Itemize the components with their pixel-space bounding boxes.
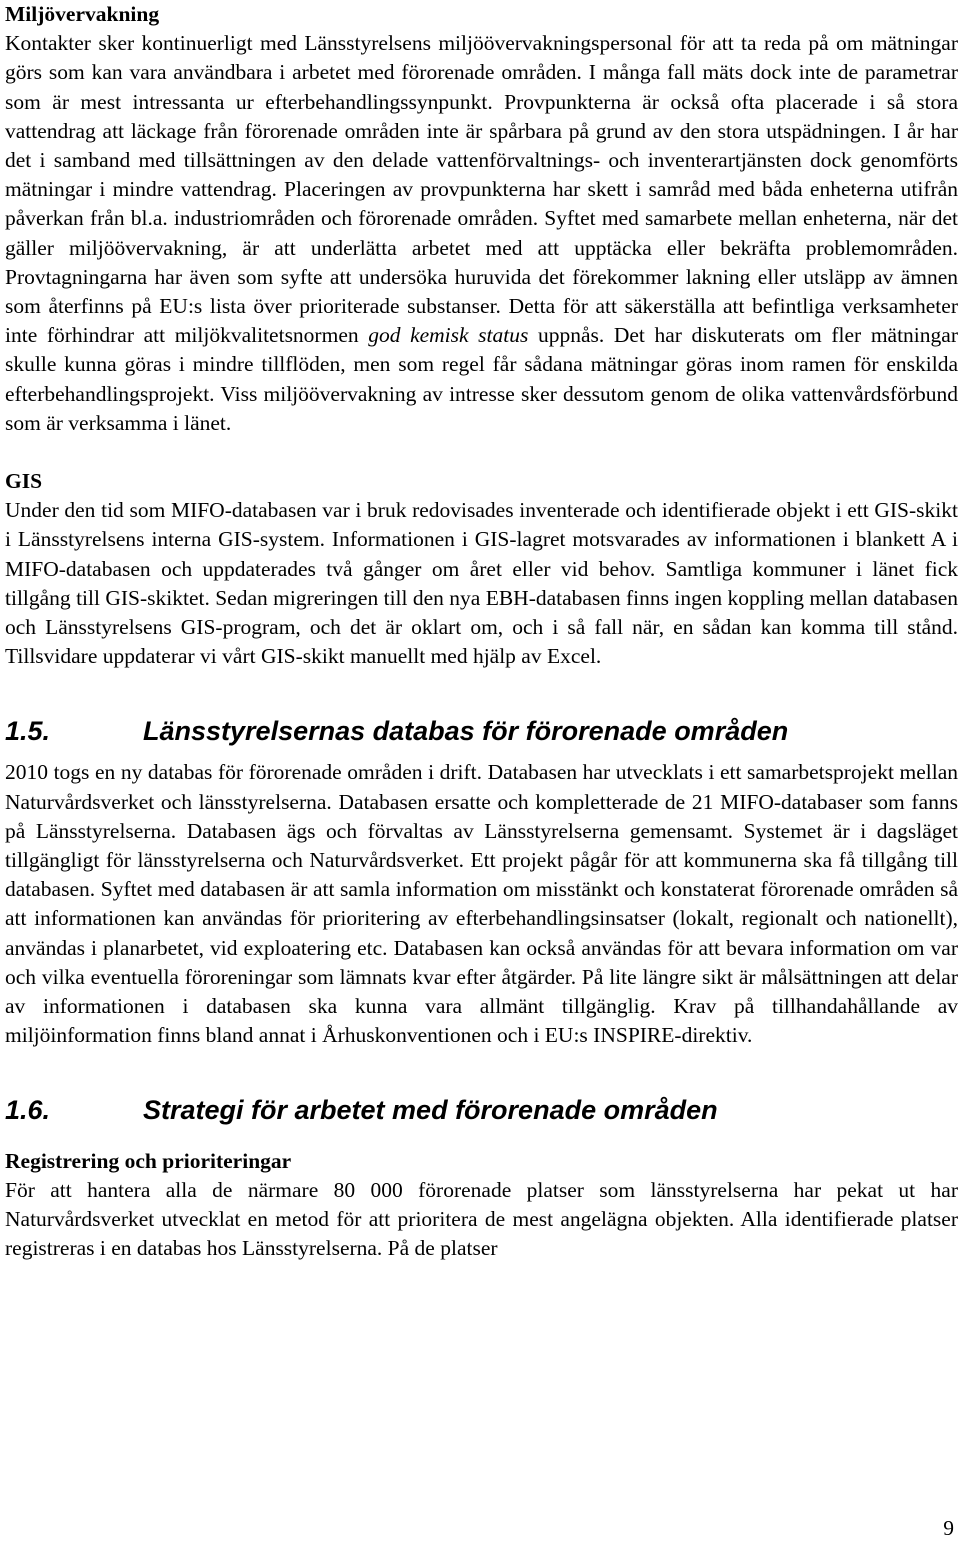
paragraph-miljoovervakning [5,29,958,438]
page-number: 9 [943,1516,954,1540]
document-page [5,0,958,1263]
paragraph-databas: 2010 togs en ny databas för förorenade områden i drift. Databasen har utvecklats i ett samarbetsprojekt mellan Naturvårdsverket och länsstyrelserna. Databasen ersatte och kompletterade de 21 MIFO-databaser som fanns på Länsstyrelserna. Databasen ägs och förvaltas av Länsstyrelserna gemensamt. Systemet är i dagsläget tillgängligt för länsstyrelserna och Naturvårdsverket. Ett projekt pågår för att kommunerna ska få tillgång till databasen. Syftet med databasen är att samla information om misstänkt och konstaterat förorenade områden så att informationen kan användas för prioritering av efterbehandlingsinsatser (lokalt, regionalt och nationellt), användas i planarbetet, vid exploatering etc. Databasen kan också användas för att bevara information om var och vilka eventuella föroreningar som lämnats kvar efter åtgärder. På lite längre sikt är målsättningen att delar av informationen i databasen ska kunna vara allmänt tillgänglig. Krav på tillhandahållande av miljöinformation finns bland annat i Århuskonventionen och i EU:s INSPIRE-direktiv. [5,760,958,1048]
paragraph-text: uppnås. Det har diskuterats om fler mätningar skulle kunna göras i mindre tillflöden, men som regel får sådana mätningar göras inom ramen för enskilda efterbehandlingsprojekt. Viss miljöövervakning av intresse sker dessutom genom de olika vattenvårdsförbund som är verksamma i länet. [5,323,958,435]
chapter-heading-1-5 [5,714,958,748]
paragraph-text: Kontakter sker kontinuerligt med Länsstyrelsens miljöövervakningspersonal för att ta reda på om mätningar görs som kan vara användbara i arbetet med förorenade områden. I många fall mäts dock inte de parametrar som är mest intressanta ur efterbehandlingssynpunkt. Provpunkterna är också ofta placerade i så stora vattendrag att läckage från förorenade områden inte är spårbara på grund av den stora utspädningen. I år har det i samband med tillsättningen av den delade vattenförvaltnings- och inventerartjänsten dock genomförts mätningar i mindre vattendrag. Placeringen av provpunkterna har skett i samråd med båda enheterna utifrån påverkan från bl.a. industriområden och förorenade områden. Syftet med samarbete mellan enheterna, när det gäller miljöövervakning, är att underlätta arbetet med att upptäcka eller bekräfta problemområden. Provtagningarna har även som syfte att undersöka huruvida det förekommer lakning eller utsläpp av ämnen som återfinns på EU:s lista över prioriterade substanser. Detta för att säkerställa att befintliga verksamheter inte förhindrar att miljökvalitetsnormen [5,31,958,348]
chapter-number: 1.6. [5,1094,51,1125]
sub-heading-registrering: Registrering och prioriteringar [5,1148,292,1173]
chapter-title: Länsstyrelsernas databas för förorenade områden [143,716,789,747]
paragraph-gis: Under den tid som MIFO-databasen var i bruk redovisades inventerade och identifierade objekt i ett GIS-skikt i Länsstyrelsens interna GIS-system. Informationen i GIS-lagret motsvarades av informationen i blankett A i MIFO-databasen och uppdaterades två gånger om året eller vid behov. Samtliga kommuner i länet fick tillgång till GIS-skiktet. Sedan migreringen till den nya EBH-databasen finns ingen koppling mellan databasen och Länsstyrelsens GIS-program, och det är oklart om, och i så fall när, en sådan kan komma till stånd. Tillsvidare uppdaterar vi vårt GIS-skikt manuellt med hjälp av Excel. [5,498,958,669]
chapter-number: 1.5. [5,716,51,747]
chapter-heading-1-6 [5,1093,958,1127]
section-heading-miljoovervakning: Miljövervakning [5,2,160,26]
emphasis-text: god kemisk status [368,323,529,348]
chapter-title: Strategi för arbetet med förorenade områden [143,1094,718,1125]
paragraph-registrering: För att hantera alla de närmare 80 000 förorenade platser som länsstyrelserna har pekat ut har Naturvårdsverket utvecklat en metod för att prioritera de mest angelägna objekten. Alla identifierade platser registreras i en databas hos Länsstyrelserna. På de platser [5,1177,958,1261]
section-heading-gis: GIS [5,469,43,494]
